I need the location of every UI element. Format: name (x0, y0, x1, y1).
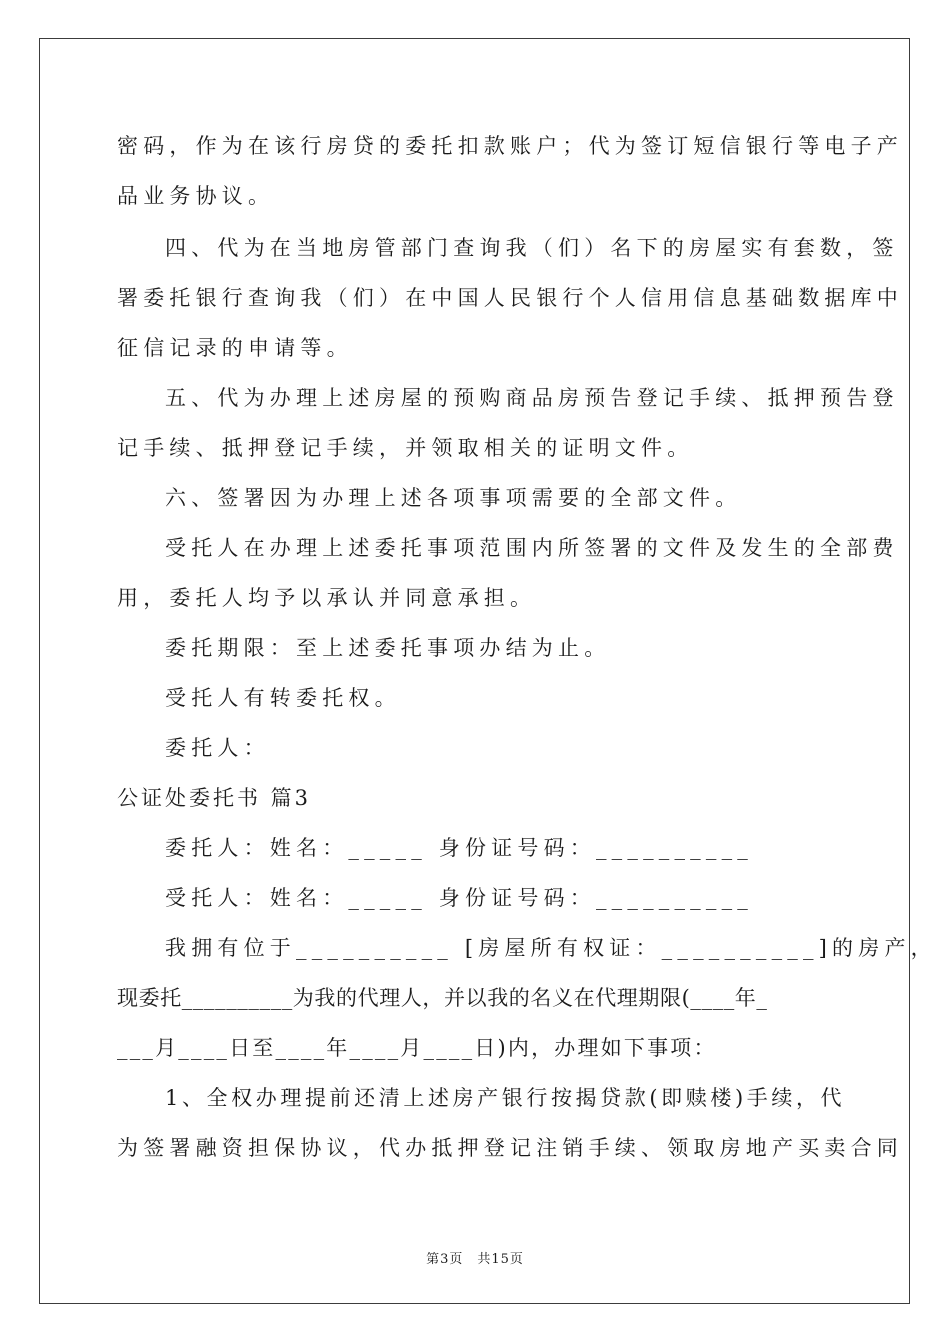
paragraph-line: 密码，作为在该行房贷的委托扣款账户；代为签订短信银行等电子产 (117, 134, 903, 158)
paragraph-line: 我拥有位于__________ [房屋所有权证：__________]的房产， (165, 936, 937, 960)
paragraph-line: 受托人在办理上述委托事项范围内所签署的文件及发生的全部费 (165, 536, 899, 560)
paragraph-line: 受托人有转委托权。 (165, 686, 401, 710)
paragraph-line: 受托人：姓名：_____ 身份证号码：__________ (165, 886, 753, 910)
paragraph-line: 委托人： (165, 736, 270, 760)
paragraph-line: 1、全权办理提前还清上述房产银行按揭贷款(即赎楼)手续，代 (165, 1086, 846, 1110)
paragraph-line: 六、签署因为办理上述各项事项需要的全部文件。 (165, 486, 742, 510)
paragraph-line: 为签署融资担保协议，代办抵押登记注销手续、领取房地产买卖合同 (117, 1136, 903, 1160)
section-heading: 公证处委托书 篇3 (117, 786, 312, 810)
paragraph-line: 委托期限：至上述委托事项办结为止。 (165, 636, 611, 660)
paragraph-line: 现委托__________为我的代理人，并以我的名义在代理期限(____年_ (117, 986, 768, 1010)
paragraph-line: 用，委托人均予以承认并同意承担。 (117, 586, 537, 610)
paragraph-line: 记手续、抵押登记手续，并领取相关的证明文件。 (117, 436, 694, 460)
paragraph-line: 征信记录的申请等。 (117, 336, 353, 360)
paragraph-line: ___月____日至____年____月____日)内，办理如下事项： (117, 1036, 717, 1060)
paragraph-line: 四、代为在当地房管部门查询我（们）名下的房屋实有套数，签 (165, 236, 899, 260)
paragraph-line: 署委托银行查询我（们）在中国人民银行个人信用信息基础数据库中 (117, 286, 903, 310)
paragraph-line: 委托人：姓名：_____ 身份证号码：__________ (165, 836, 753, 860)
paragraph-line: 五、代为办理上述房屋的预购商品房预告登记手续、抵押预告登 (165, 386, 899, 410)
page-number: 第3页 共15页 (426, 1252, 524, 1267)
paragraph-line: 品业务协议。 (117, 184, 275, 208)
